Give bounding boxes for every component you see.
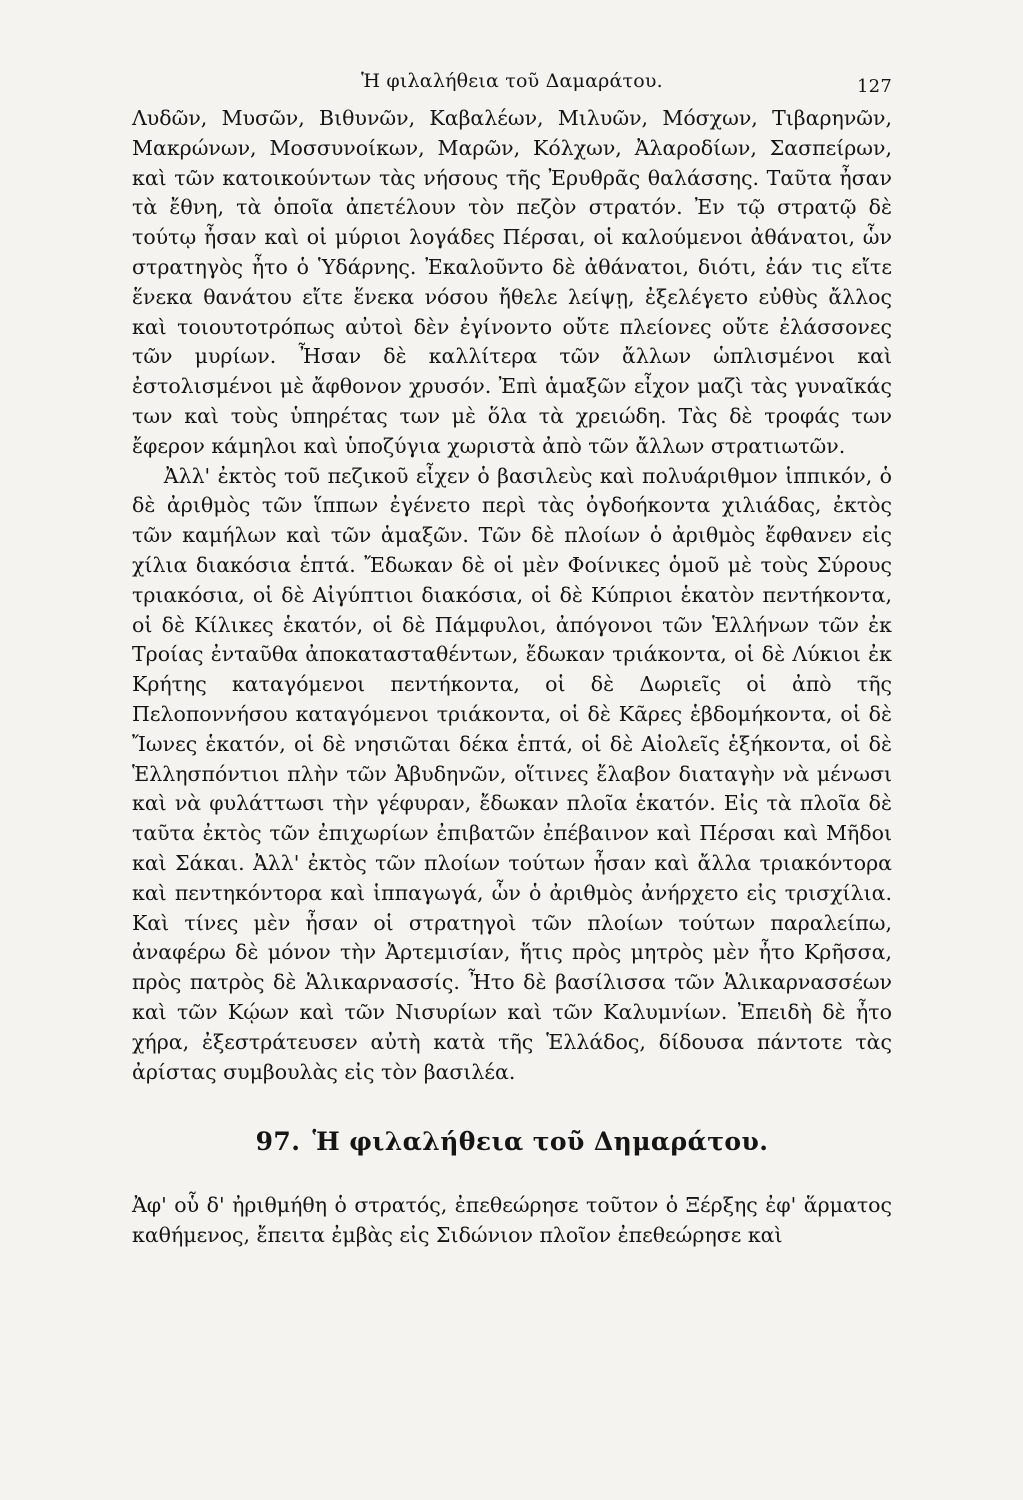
- paragraph-2: Ἀλλ' ἐκτὸς τοῦ πεζικοῦ εἶχεν ὁ βασιλεὺς καὶ πολυάριθμον ἱππικόν, ὁ δὲ ἀριθμὸς τῶν ἵππων ἐγένετο περὶ τὰς ὀγδοήκοντα χιλιάδας, ἐκτὸς τῶν καμήλων καὶ τῶν ἁμαξῶν. Τῶν δὲ πλοίων ὁ ἀριθμὸς ἔφθανεν εἰς χίλια διακόσια ἑπτά. Ἔδωκαν δὲ οἱ μὲν Φοίνικες ὁμοῦ μὲ τοὺς Σύρους τριακόσια, οἱ δὲ Αἰγύπτιοι διακόσια, οἱ δὲ Κύπριοι ἑκατὸν πεντήκοντα, οἱ δὲ Κίλικες ἑκατόν, οἱ δὲ Πάμφυλοι, ἀπόγονοι τῶν Ἑλλήνων τῶν ἐκ Τροίας ἐνταῦθα ἀποκατασταθέντων, ἔδωκαν τριάκοντα, οἱ δὲ Λύκιοι ἐκ Κρήτης καταγόμενοι πεντήκοντα, οἱ δὲ Δωριεῖς οἱ ἀπὸ τῆς Πελοποννήσου καταγόμενοι τριάκοντα, οἱ δὲ Κᾶρες ἑβδομήκοντα, οἱ δὲ Ἴωνες ἑκατόν, οἱ δὲ νησιῶται δέκα ἑπτά, οἱ δὲ Αἰολεῖς ἑξήκοντα, οἱ δὲ Ἑλλησπόντιοι πλὴν τῶν Ἀβυδηνῶν, οἵτινες ἔλαβον διαταγὴν νὰ μένωσι καὶ νὰ φυλάττωσι τὴν γέφυραν, ἔδωκαν πλοῖα ἑκατόν. Εἰς τὰ πλοῖα δὲ ταῦτα ἐκτὸς τῶν ἐπιχωρίων ἐπιβατῶν ἐπέβαινον καὶ Πέρσαι καὶ Μῆδοι καὶ Σάκαι. Ἀλλ' ἐκτὸς τῶν πλοίων τούτων ἦσαν καὶ ἄλλα τριακόντορα καὶ πεντηκόντορα καὶ ἱππαγωγά, ὧν ὁ ἀριθμὸς ἀνήρχετο εἰς τρισχίλια. Καὶ τίνες μὲν ἦσαν οἱ στρατηγοὶ τῶν πλοίων τούτων παραλείπω, ἀναφέρω δὲ μόνον τὴν Ἀρτεμισίαν, ἥτις πρὸς μητρὸς μὲν ἦτο Κρῆσσα, πρὸς πατρὸς δὲ Ἁλικαρνασσίς. Ἦτο δὲ βασίλισσα τῶν Ἁλικαρνασσέων καὶ τῶν Κῴων καὶ τῶν Νισυρίων καὶ τῶν Καλυμνίων. Ἐπειδὴ δὲ ἦτο χήρα, ἐξεστράτευσεν αὐτὴ κατὰ τῆς Ἑλλάδος, δίδουσα πάντοτε τὰς ἀρίστας συμβουλὰς εἰς τὸν βασιλέα.: [132, 463, 892, 1084]
- section-body: [132, 1190, 892, 1250]
- body-text: [132, 104, 892, 1087]
- section-opening-text: Ἀφ' οὗ δ' ἠριθμήθη ὁ στρατός, ἐπεθεώρησε τοῦτον ὁ Ξέρξης ἐφ' ἅρματος καθήμενος, ἔπειτα ἐμβὰς εἰς Σιδώνιον πλοῖον ἐπεθεώρησε καὶ: [132, 1193, 892, 1248]
- section-title: Ἡ φιλαλήθεια τοῦ Δημαράτου.: [312, 1127, 769, 1157]
- paragraph-1: Λυδῶν, Μυσῶν, Βιθυνῶν, Καβαλέων, Μιλυῶν, Μόσχων, Τιβαρηνῶν, Μακρώνων, Μοσσυνοίκων, Μαρῶν, Κόλχων, Ἀλαροδίων, Σασπείρων, καὶ τῶν κατοικούντων τὰς νήσους τῆς Ἐρυθρᾶς θαλάσσης. Ταῦτα ἦσαν τὰ ἔθνη, τὰ ὁποῖα ἀπετέλουν τὸν πεζὸν στρατόν. Ἐν τῷ στρατῷ δὲ τούτῳ ἦσαν καὶ οἱ μύριοι λογάδες Πέρσαι, οἱ καλούμενοι ἀθάνατοι, ὧν στρατηγὸς ἦτο ὁ Ὑδάρνης. Ἐκαλοῦντο δὲ ἀθάνατοι, διότι, ἐάν τις εἴτε ἕνεκα θανάτου εἴτε ἕνεκα νόσου ἤθελε λείψῃ, ἐξελέγετο εὐθὺς ἄλλος καὶ τοιουτοτρόπως αὐτοὶ δὲν ἐγίνοντο οὔτε πλείονες οὔτε ἐλάσσονες τῶν μυρίων. Ἦσαν δὲ καλλίτερα τῶν ἄλλων ὡπλισμένοι καὶ ἐστολισμένοι μὲ ἄφθονον χρυσόν. Ἐπὶ ἁμαξῶν εἶχον μαζὶ τὰς γυναῖκάς των καὶ τοὺς ὑπηρέτας των μὲ ὅλα τὰ χρειώδη. Τὰς δὲ τροφάς των ἔφερον κάμηλοι καὶ ὑποζύγια χωριστὰ ἀπὸ τῶν ἄλλων στρατιωτῶν.: [132, 106, 892, 458]
- section-number: 97.: [255, 1127, 301, 1157]
- section-heading: [132, 1127, 892, 1156]
- page-number: 127: [857, 76, 892, 97]
- book-page: [132, 62, 892, 1250]
- running-head: [132, 62, 892, 96]
- running-title: Ἡ φιλαλήθεια τοῦ Δαμαράτου.: [361, 70, 663, 92]
